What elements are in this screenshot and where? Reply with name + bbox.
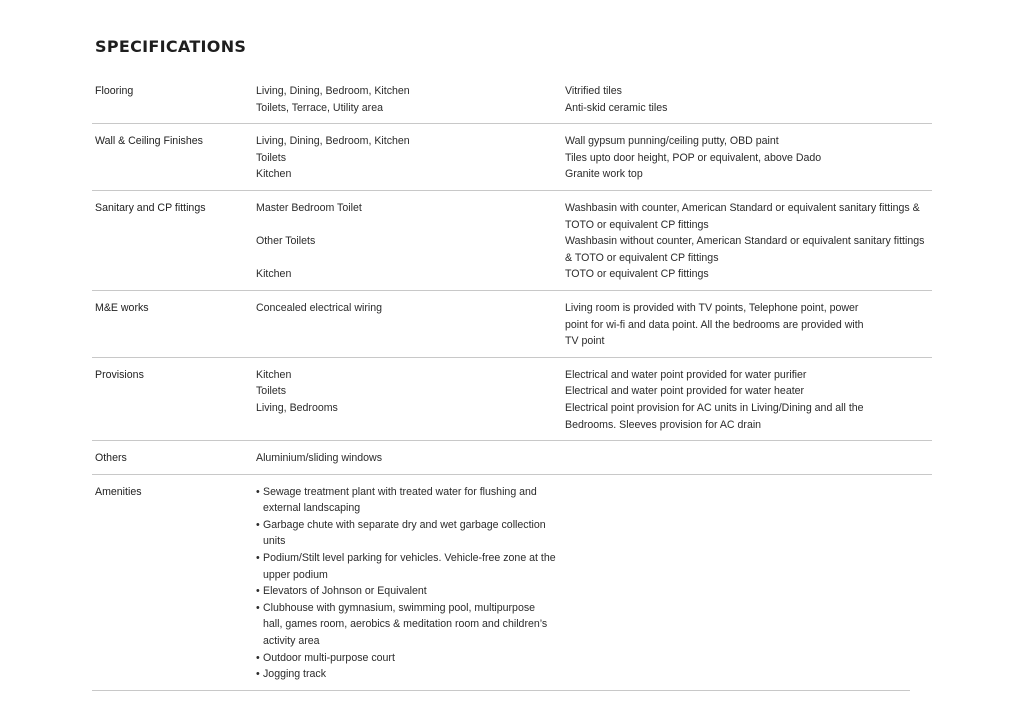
category-label: Others — [95, 452, 127, 465]
bullet-icon: • — [256, 518, 260, 531]
spec-row — [256, 450, 932, 467]
category-label: Amenities — [95, 485, 142, 498]
spec-description: TOTO or equivalent CP fittings — [565, 268, 709, 281]
bullet-icon: • — [256, 601, 260, 614]
spec-row — [256, 266, 932, 283]
spec-description: Living room is provided with TV points, Telephone point, power point for wi-fi and data point. All the bedrooms are provided with TV point — [565, 301, 864, 348]
spec-description: Electrical and water point provided for water heater — [565, 385, 805, 398]
list-item — [256, 583, 556, 600]
amenity-text: Podium/Stilt level parking for vehicles. Vehicle-free zone at the upper podium — [263, 552, 556, 581]
amenity-text: Garbage chute with separate dry and wet garbage collection units — [263, 518, 546, 548]
list-item — [256, 517, 556, 550]
spec-description: Wall gypsum punning/ceiling putty, OBD paint — [565, 135, 779, 148]
spec-description: Anti-skid ceramic tiles — [565, 101, 668, 114]
spec-item: Living, Dining, Bedroom, Kitchen — [256, 85, 410, 97]
spec-item: Living, Dining, Bedroom, Kitchen — [256, 135, 410, 148]
spec-row — [256, 200, 932, 233]
spec-item: Kitchen — [256, 268, 292, 281]
spec-description: Washbasin with counter, American Standard or equivalent sanitary fittings & TOTO or equivalent CP fittings — [565, 201, 920, 231]
spec-item: Kitchen — [256, 368, 292, 381]
spec-description — [565, 450, 932, 467]
bullet-icon: • — [256, 585, 260, 598]
spec-row — [256, 100, 932, 117]
spec-row — [256, 400, 932, 433]
list-item — [256, 666, 556, 683]
spec-row — [256, 367, 932, 384]
section-wall-ceiling — [92, 124, 932, 191]
spec-description: Electrical and water point provided for water purifier — [565, 368, 807, 381]
amenity-text: Sewage treatment plant with treated water for flushing and external landscaping — [263, 485, 537, 515]
category-label: Sanitary and CP fittings — [95, 201, 206, 214]
category-label: Flooring — [95, 85, 134, 97]
spec-row — [256, 300, 932, 350]
category-label: Wall & Ceiling Finishes — [95, 135, 203, 148]
amenity-text: Jogging track — [263, 668, 327, 681]
amenity-text: Elevators of Johnson or Equivalent — [263, 585, 427, 598]
list-item — [256, 600, 556, 650]
category-label: Provisions — [95, 368, 144, 381]
list-item — [256, 484, 556, 517]
spec-item: Kitchen — [256, 168, 292, 181]
list-item — [256, 650, 556, 667]
bullet-icon: • — [256, 651, 260, 664]
spec-item: Toilets, Terrace, Utility area — [256, 101, 383, 114]
spec-item: Toilets — [256, 385, 287, 398]
category-label: M&E works — [95, 301, 149, 314]
spec-description: Granite work top — [565, 168, 643, 181]
spec-description: Electrical point provision for AC units in Living/Dining and all the Bedrooms. Sleeves provision for AC drain — [565, 401, 864, 431]
spec-item: Living, Bedrooms — [256, 401, 338, 414]
amenities-list — [256, 484, 556, 683]
bullet-icon: • — [256, 552, 260, 565]
bullet-icon: • — [256, 668, 260, 681]
spec-description: Washbasin without counter, American Standard or equivalent sanitary fittings & TOTO or equivalent CP fittings — [565, 235, 925, 264]
amenity-text: Outdoor multi-purpose court — [263, 651, 395, 664]
spec-row — [256, 383, 932, 400]
spec-item: Concealed electrical wiring — [256, 301, 383, 314]
spec-item: Master Bedroom Toilet — [256, 201, 362, 214]
spec-item: Toilets — [256, 151, 287, 164]
spec-row — [256, 83, 932, 100]
specifications-table — [92, 83, 932, 691]
section-sanitary — [92, 191, 932, 291]
section-flooring — [92, 83, 932, 124]
section-others — [92, 441, 932, 475]
amenity-text: Clubhouse with gymnasium, swimming pool, multipurpose hall, games room, aerobics & meditation room and children’s activity area — [263, 601, 548, 648]
spec-row — [256, 166, 932, 183]
page-title: SPECIFICATIONS — [95, 37, 247, 56]
section-provisions — [92, 358, 932, 441]
spec-item: Other Toilets — [256, 235, 316, 248]
list-item — [256, 550, 556, 583]
spec-item: Aluminium/sliding windows — [256, 452, 382, 465]
spec-description: Vitrified tiles — [565, 85, 622, 97]
section-me-works — [92, 291, 932, 358]
spec-row — [256, 133, 932, 150]
spec-description: Tiles upto door height, POP or equivalent, above Dado — [565, 151, 822, 164]
section-amenities — [92, 475, 910, 691]
spec-row — [256, 150, 932, 167]
spec-row — [256, 233, 932, 266]
bullet-icon: • — [256, 485, 260, 498]
